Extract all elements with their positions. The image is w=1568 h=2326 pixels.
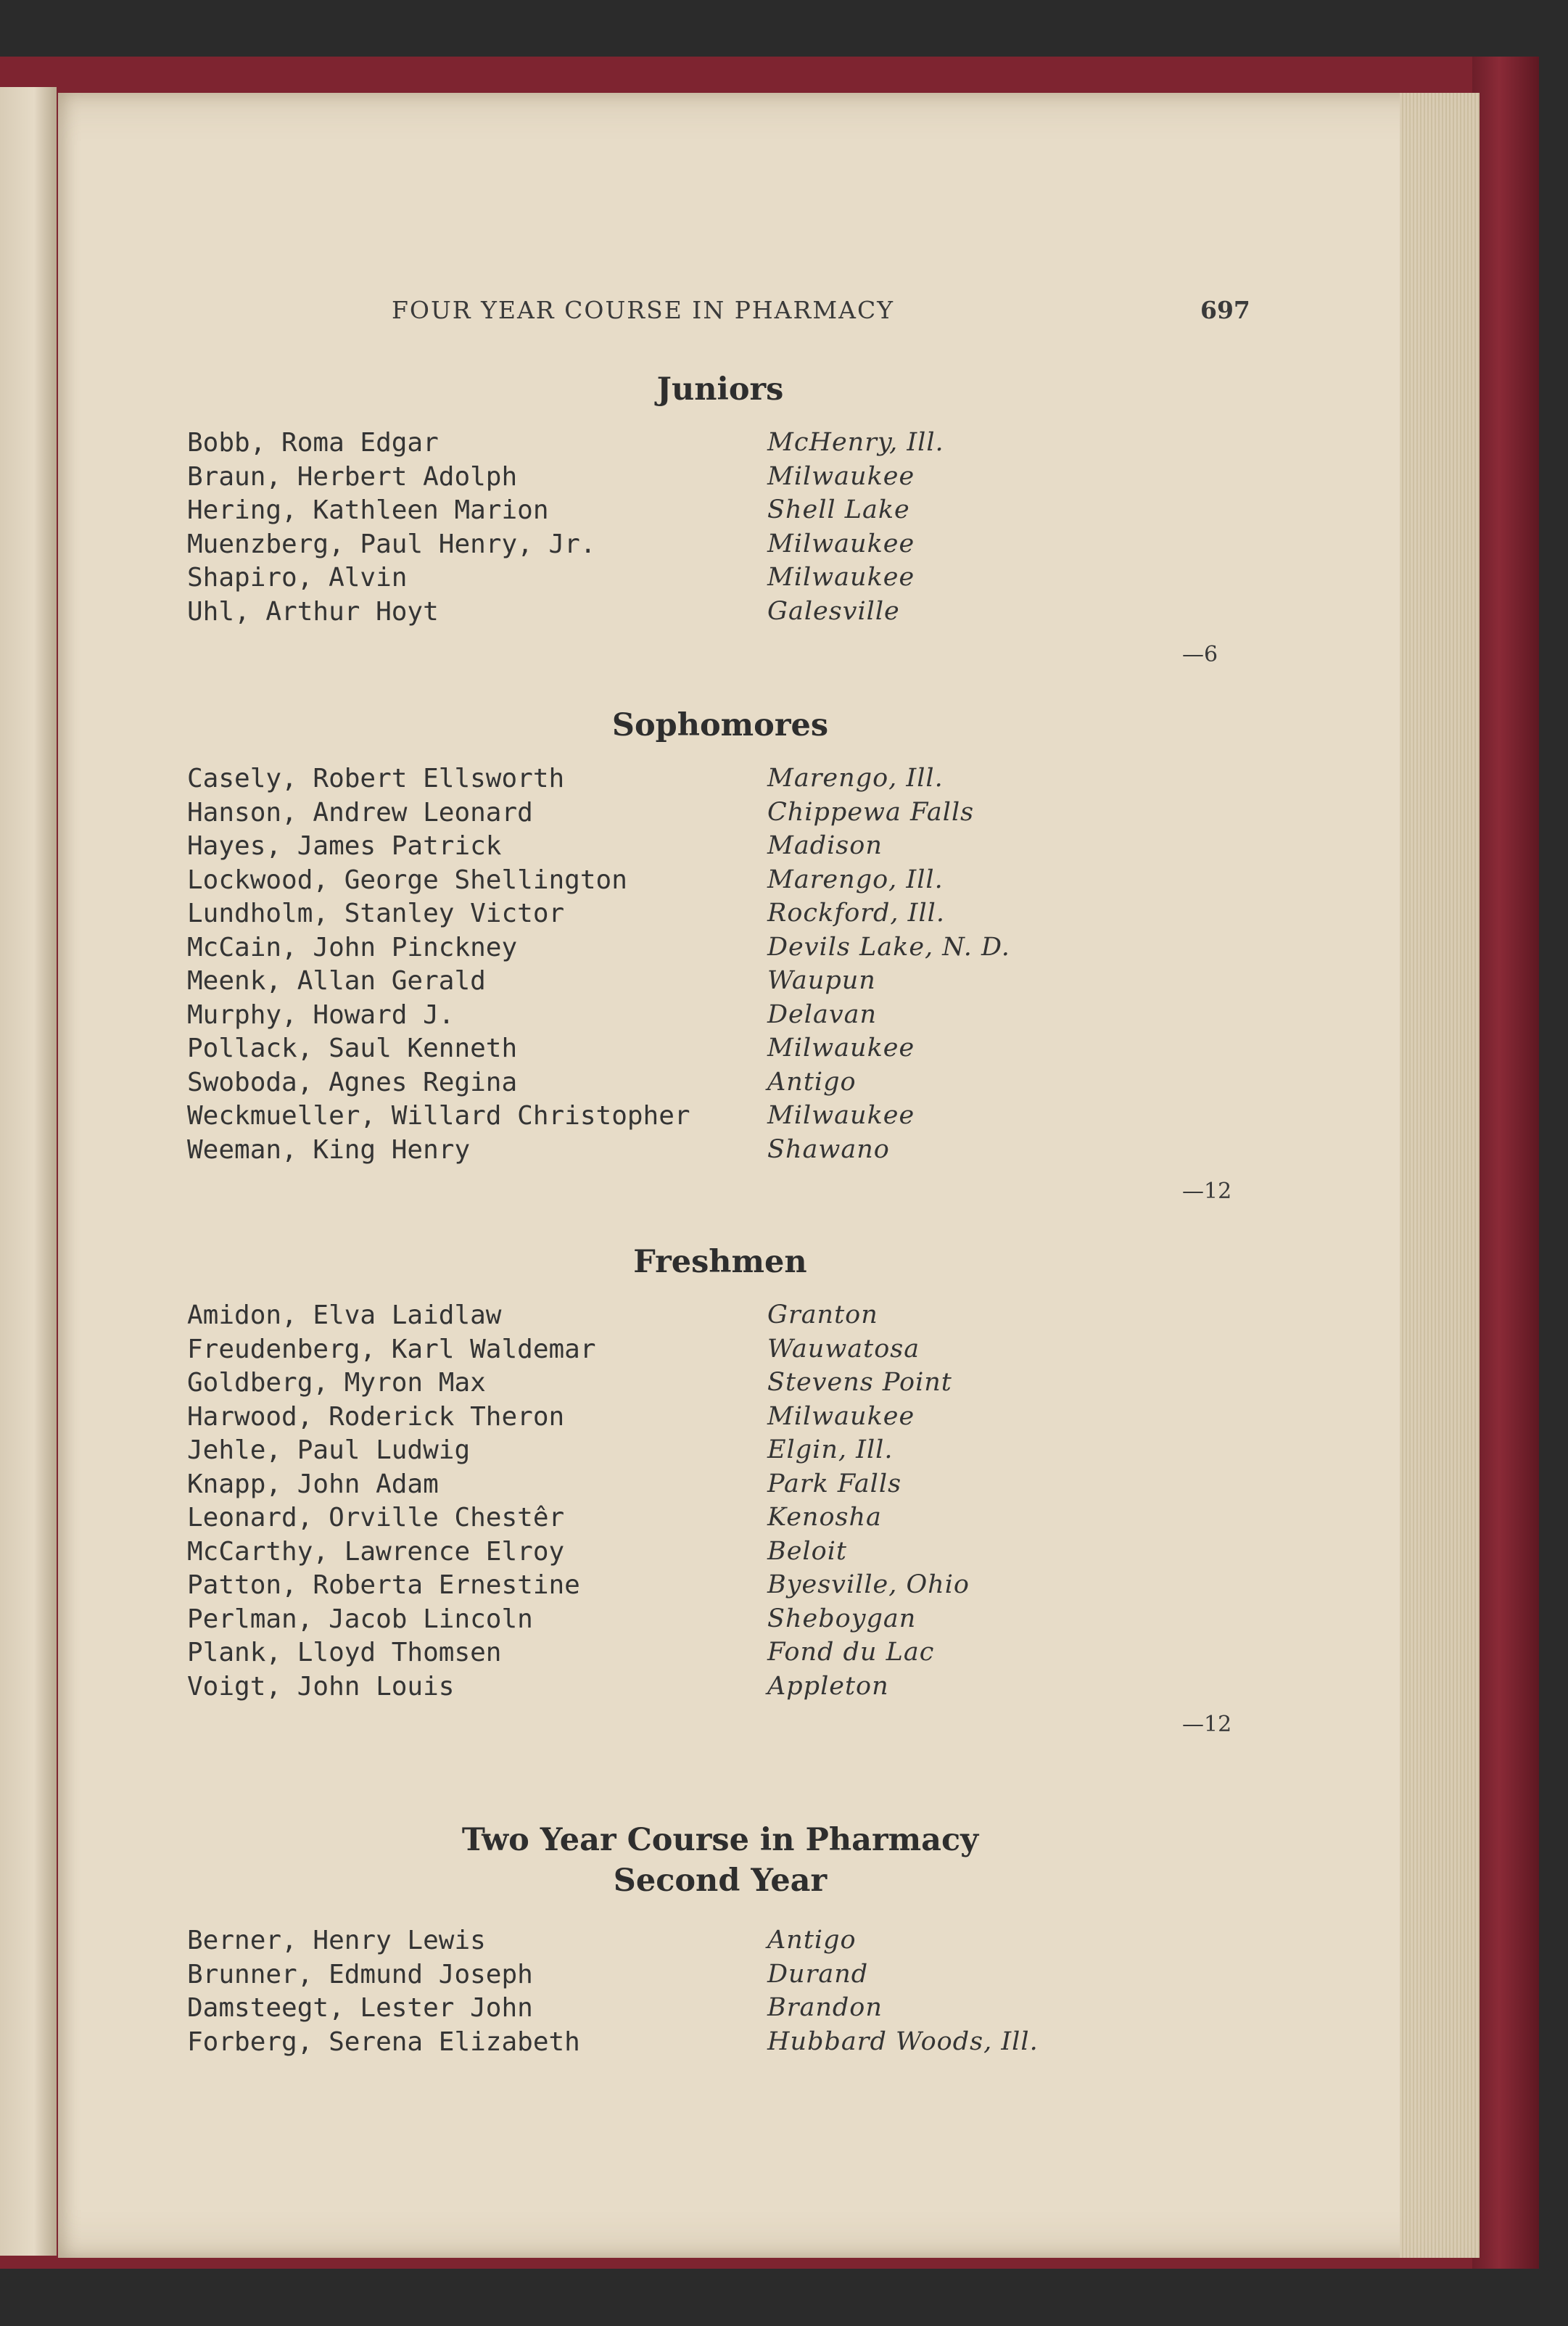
student-name: Plank, Lloyd Thomsen: [187, 1638, 502, 1667]
student-hometown: Fond du Lac: [767, 1638, 935, 1667]
student-hometown: Shawano: [767, 1134, 890, 1164]
list-item: [187, 1368, 1275, 1402]
list-item: [187, 1335, 1275, 1369]
student-name: Brunner, Edmund Joseph: [187, 1959, 533, 1989]
student-hometown: Wauwatosa: [767, 1334, 920, 1364]
list-item: [187, 1068, 1275, 1102]
student-hometown: Madison: [767, 831, 883, 860]
student-name: Shapiro, Alvin: [187, 563, 408, 593]
page-edges: [1400, 93, 1480, 2258]
student-name: Casely, Robert Ellsworth: [187, 764, 565, 793]
section-two-year: [187, 1926, 1275, 2061]
student-hometown: Beloit: [767, 1536, 847, 1566]
section-heading: Two Year Course in Pharmacy: [461, 1822, 979, 1858]
list-item: [187, 1435, 1275, 1469]
student-name: Murphy, Howard J.: [187, 999, 455, 1030]
section-count: —12: [1182, 1179, 1232, 1204]
student-hometown: Milwaukee: [767, 563, 915, 592]
student-name: Patton, Roberta Ernestine: [187, 1570, 580, 1600]
list-item: [187, 1402, 1275, 1436]
student-hometown: Milwaukee: [767, 461, 915, 491]
student-name: Lockwood, George Shellington: [187, 865, 627, 895]
student-hometown: Rockford, Ill.: [767, 899, 945, 928]
list-item: [187, 1960, 1275, 1994]
student-hometown: Elgin, Ill.: [767, 1435, 894, 1464]
list-item: [187, 1638, 1275, 1672]
student-hometown: Hubbard Woods, Ill.: [767, 2026, 1039, 2056]
list-item: [187, 529, 1275, 564]
student-name: Voigt, John Louis: [187, 1671, 455, 1702]
student-name: Lundholm, Stanley Victor: [187, 899, 565, 928]
section-heading: Juniors: [656, 371, 784, 408]
student-name: Jehle, Paul Ludwig: [187, 1435, 471, 1465]
student-hometown: Shell Lake: [767, 495, 910, 524]
running-head: FOUR YEAR COURSE IN PHARMACY: [392, 296, 895, 324]
student-hometown: Galesville: [767, 596, 900, 626]
list-item: [187, 1926, 1275, 1960]
list-item: [187, 1101, 1275, 1135]
list-item: [187, 1672, 1275, 1706]
student-hometown: Milwaukee: [767, 1034, 915, 1063]
page-number: 697: [1200, 296, 1250, 324]
section-count: —12: [1182, 1712, 1232, 1737]
entry-list: [187, 428, 1275, 630]
student-name: Leonard, Orville Chestêr: [187, 1503, 565, 1533]
student-name: Pollack, Saul Kenneth: [187, 1034, 518, 1063]
student-hometown: Milwaukee: [767, 1401, 915, 1431]
section-freshmen: [187, 1244, 1275, 1705]
list-item: [187, 1503, 1275, 1537]
student-hometown: Marengo, Ill.: [767, 865, 944, 894]
student-name: McCain, John Pinckney: [187, 932, 518, 962]
student-name: McCarthy, Lawrence Elroy: [187, 1536, 565, 1567]
student-name: Knapp, John Adam: [187, 1469, 439, 1499]
student-hometown: Antigo: [767, 1926, 857, 1955]
section-subheading: Second Year: [613, 1863, 828, 1899]
entry-list: [187, 1300, 1275, 1705]
list-item: [187, 1300, 1275, 1335]
student-name: Freudenberg, Karl Waldemar: [187, 1334, 596, 1364]
student-name: Braun, Herbert Adolph: [187, 461, 518, 492]
student-hometown: Kenosha: [767, 1503, 882, 1532]
list-item: [187, 1034, 1275, 1068]
list-item: [187, 1000, 1275, 1034]
list-item: [187, 428, 1275, 462]
student-name: Muenzberg, Paul Henry, Jr.: [187, 529, 596, 559]
list-item: [187, 865, 1275, 899]
student-name: Forberg, Serena Elizabeth: [187, 2026, 580, 2057]
student-hometown: Byesville, Ohio: [767, 1570, 970, 1599]
list-item: [187, 1993, 1275, 2027]
student-hometown: Chippewa Falls: [767, 797, 975, 827]
list-item: [187, 831, 1275, 865]
list-item: [187, 462, 1275, 496]
list-item: [187, 764, 1275, 798]
list-item: [187, 1135, 1275, 1169]
student-name: Harwood, Roderick Theron: [187, 1401, 565, 1432]
student-hometown: Milwaukee: [767, 1101, 915, 1130]
student-name: Weeman, King Henry: [187, 1134, 471, 1165]
left-page-edge: [0, 87, 57, 2256]
list-item: [187, 933, 1275, 967]
student-hometown: Durand: [767, 1959, 869, 1989]
student-name: Goldberg, Myron Max: [187, 1368, 486, 1398]
section-sophomores: [187, 707, 1275, 1168]
list-item: [187, 1537, 1275, 1571]
section-heading: Sophomores: [611, 707, 829, 743]
list-item: [187, 597, 1275, 631]
student-name: Perlman, Jacob Lincoln: [187, 1604, 533, 1634]
student-hometown: Delavan: [767, 999, 878, 1029]
student-hometown: Devils Lake, N. D.: [767, 932, 1010, 962]
list-item: [187, 495, 1275, 529]
student-name: Berner, Henry Lewis: [187, 1926, 486, 1955]
student-name: Weckmueller, Willard Christopher: [187, 1101, 690, 1131]
student-name: Damsteegt, Lester John: [187, 1993, 533, 2023]
list-item: [187, 899, 1275, 933]
list-item: [187, 798, 1275, 832]
list-item: [187, 966, 1275, 1000]
section-heading: Freshmen: [633, 1244, 807, 1280]
list-item: [187, 1570, 1275, 1604]
student-hometown: Appleton: [767, 1671, 889, 1701]
student-hometown: Granton: [767, 1300, 878, 1329]
student-name: Amidon, Elva Laidlaw: [187, 1300, 502, 1330]
student-hometown: Brandon: [767, 1993, 883, 2022]
entry-list: [187, 764, 1275, 1168]
entry-list: [187, 1926, 1275, 2061]
student-name: Bobb, Roma Edgar: [187, 428, 439, 458]
student-hometown: Stevens Point: [767, 1368, 952, 1397]
student-name: Hering, Kathleen Marion: [187, 495, 549, 525]
section-juniors: [187, 371, 1275, 630]
student-hometown: McHenry, Ill.: [767, 428, 944, 457]
student-hometown: Marengo, Ill.: [767, 764, 944, 793]
student-hometown: Park Falls: [767, 1469, 902, 1498]
list-item: [187, 1604, 1275, 1638]
book-cover-edge: [1472, 57, 1539, 2269]
student-name: Meenk, Allan Gerald: [187, 966, 486, 996]
student-hometown: Antigo: [767, 1067, 857, 1097]
list-item: [187, 563, 1275, 597]
student-hometown: Waupun: [767, 966, 876, 995]
list-item: [187, 1469, 1275, 1504]
student-name: Uhl, Arthur Hoyt: [187, 596, 439, 627]
section-count: —6: [1182, 642, 1218, 667]
student-name: Swoboda, Agnes Regina: [187, 1067, 518, 1097]
student-hometown: Milwaukee: [767, 529, 915, 558]
student-hometown: Sheboygan: [767, 1604, 917, 1633]
student-name: Hayes, James Patrick: [187, 831, 502, 861]
list-item: [187, 2027, 1275, 2061]
student-name: Hanson, Andrew Leonard: [187, 797, 533, 828]
